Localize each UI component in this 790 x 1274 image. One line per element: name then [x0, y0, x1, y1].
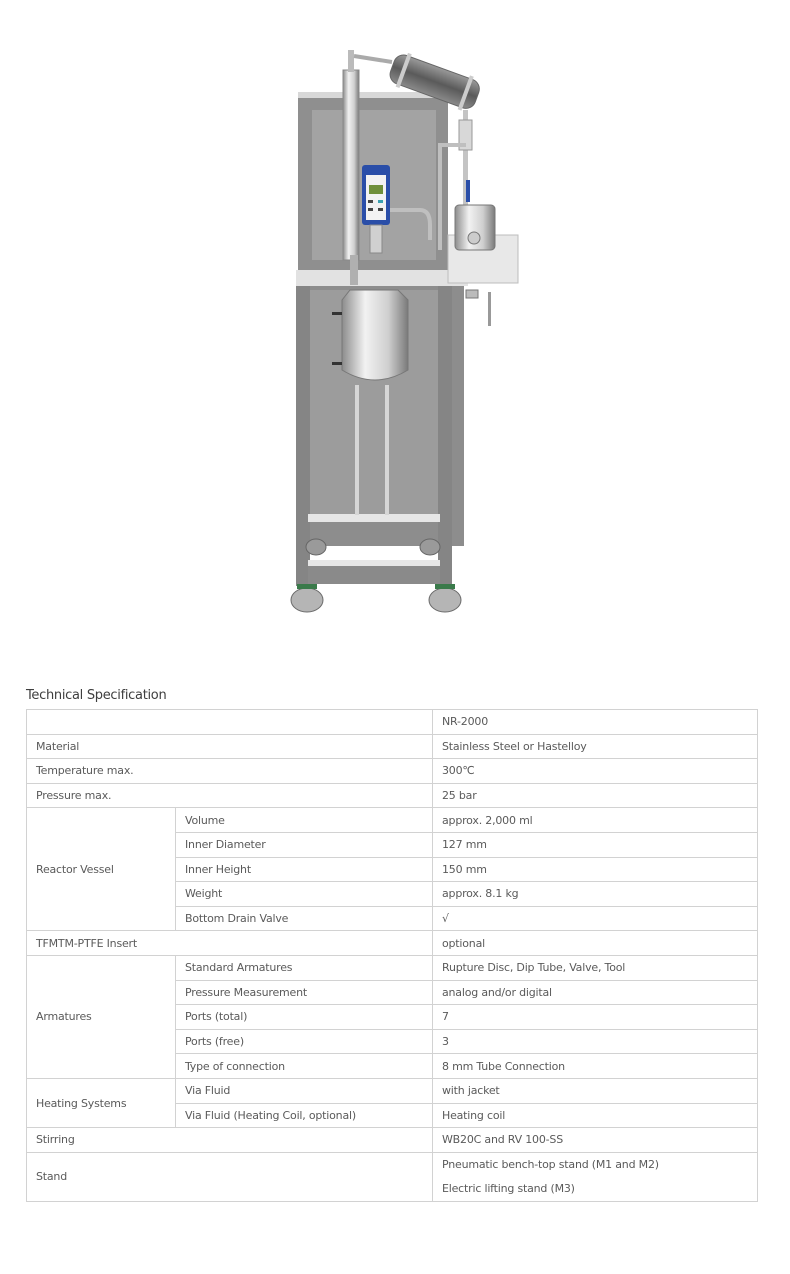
section-title: Technical Specification — [26, 688, 167, 703]
row-label: Ports (total) — [176, 1005, 433, 1030]
row-value: approx. 2,000 ml — [433, 808, 758, 833]
reactor-illustration — [280, 40, 540, 620]
group-label-armatures: Armatures — [27, 955, 176, 1078]
product-image — [280, 40, 540, 620]
row-label: Stirring — [27, 1128, 433, 1153]
row-label: Weight — [176, 882, 433, 907]
table-row — [27, 783, 758, 808]
table-row — [27, 1152, 758, 1201]
row-label: Material — [27, 734, 433, 759]
row-label: TFMTM-PTFE Insert — [27, 931, 433, 956]
group-label-reactor-vessel: Reactor Vessel — [27, 808, 176, 931]
row-value: Heating coil — [433, 1103, 758, 1128]
row-value: 25 bar — [433, 783, 758, 808]
row-label: Via Fluid — [176, 1078, 433, 1103]
row-label: Standard Armatures — [176, 955, 433, 980]
row-label: Temperature max. — [27, 759, 433, 784]
stand-option: Electric lifting stand (M3) — [442, 1181, 575, 1195]
check-mark: √ — [433, 906, 758, 931]
header-label — [27, 710, 433, 735]
model-name: NR-2000 — [433, 710, 758, 735]
row-value-multi — [433, 1152, 758, 1201]
table-row — [27, 931, 758, 956]
row-label: Inner Diameter — [176, 832, 433, 857]
row-value: WB20C and RV 100-SS — [433, 1128, 758, 1153]
row-label: Pressure max. — [27, 783, 433, 808]
row-value: 8 mm Tube Connection — [433, 1054, 758, 1079]
row-value: Stainless Steel or Hastelloy — [433, 734, 758, 759]
row-value: 127 mm — [433, 832, 758, 857]
table-row — [27, 759, 758, 784]
row-value: approx. 8.1 kg — [433, 882, 758, 907]
table-row — [27, 808, 758, 833]
stand-option: Pneumatic bench-top stand (M1 and M2) — [442, 1157, 659, 1171]
row-label: Type of connection — [176, 1054, 433, 1079]
row-label: Ports (free) — [176, 1029, 433, 1054]
group-label-heating-systems: Heating Systems — [27, 1078, 176, 1127]
row-label: Pressure Measurement — [176, 980, 433, 1005]
table-row — [27, 1078, 758, 1103]
row-value: 300℃ — [433, 759, 758, 784]
row-value: 3 — [433, 1029, 758, 1054]
row-label: Bottom Drain Valve — [176, 906, 433, 931]
table-row — [27, 734, 758, 759]
row-label: Via Fluid (Heating Coil, optional) — [176, 1103, 433, 1128]
row-label: Stand — [27, 1152, 433, 1201]
table-row-header — [27, 710, 758, 735]
row-value: optional — [433, 931, 758, 956]
row-value: 7 — [433, 1005, 758, 1030]
table-row — [27, 1128, 758, 1153]
row-label: Inner Height — [176, 857, 433, 882]
row-value: 150 mm — [433, 857, 758, 882]
row-value: analog and/or digital — [433, 980, 758, 1005]
row-value: Rupture Disc, Dip Tube, Valve, Tool — [433, 955, 758, 980]
row-value: with jacket — [433, 1078, 758, 1103]
spec-table — [26, 709, 758, 1202]
row-label: Volume — [176, 808, 433, 833]
table-row — [27, 955, 758, 980]
